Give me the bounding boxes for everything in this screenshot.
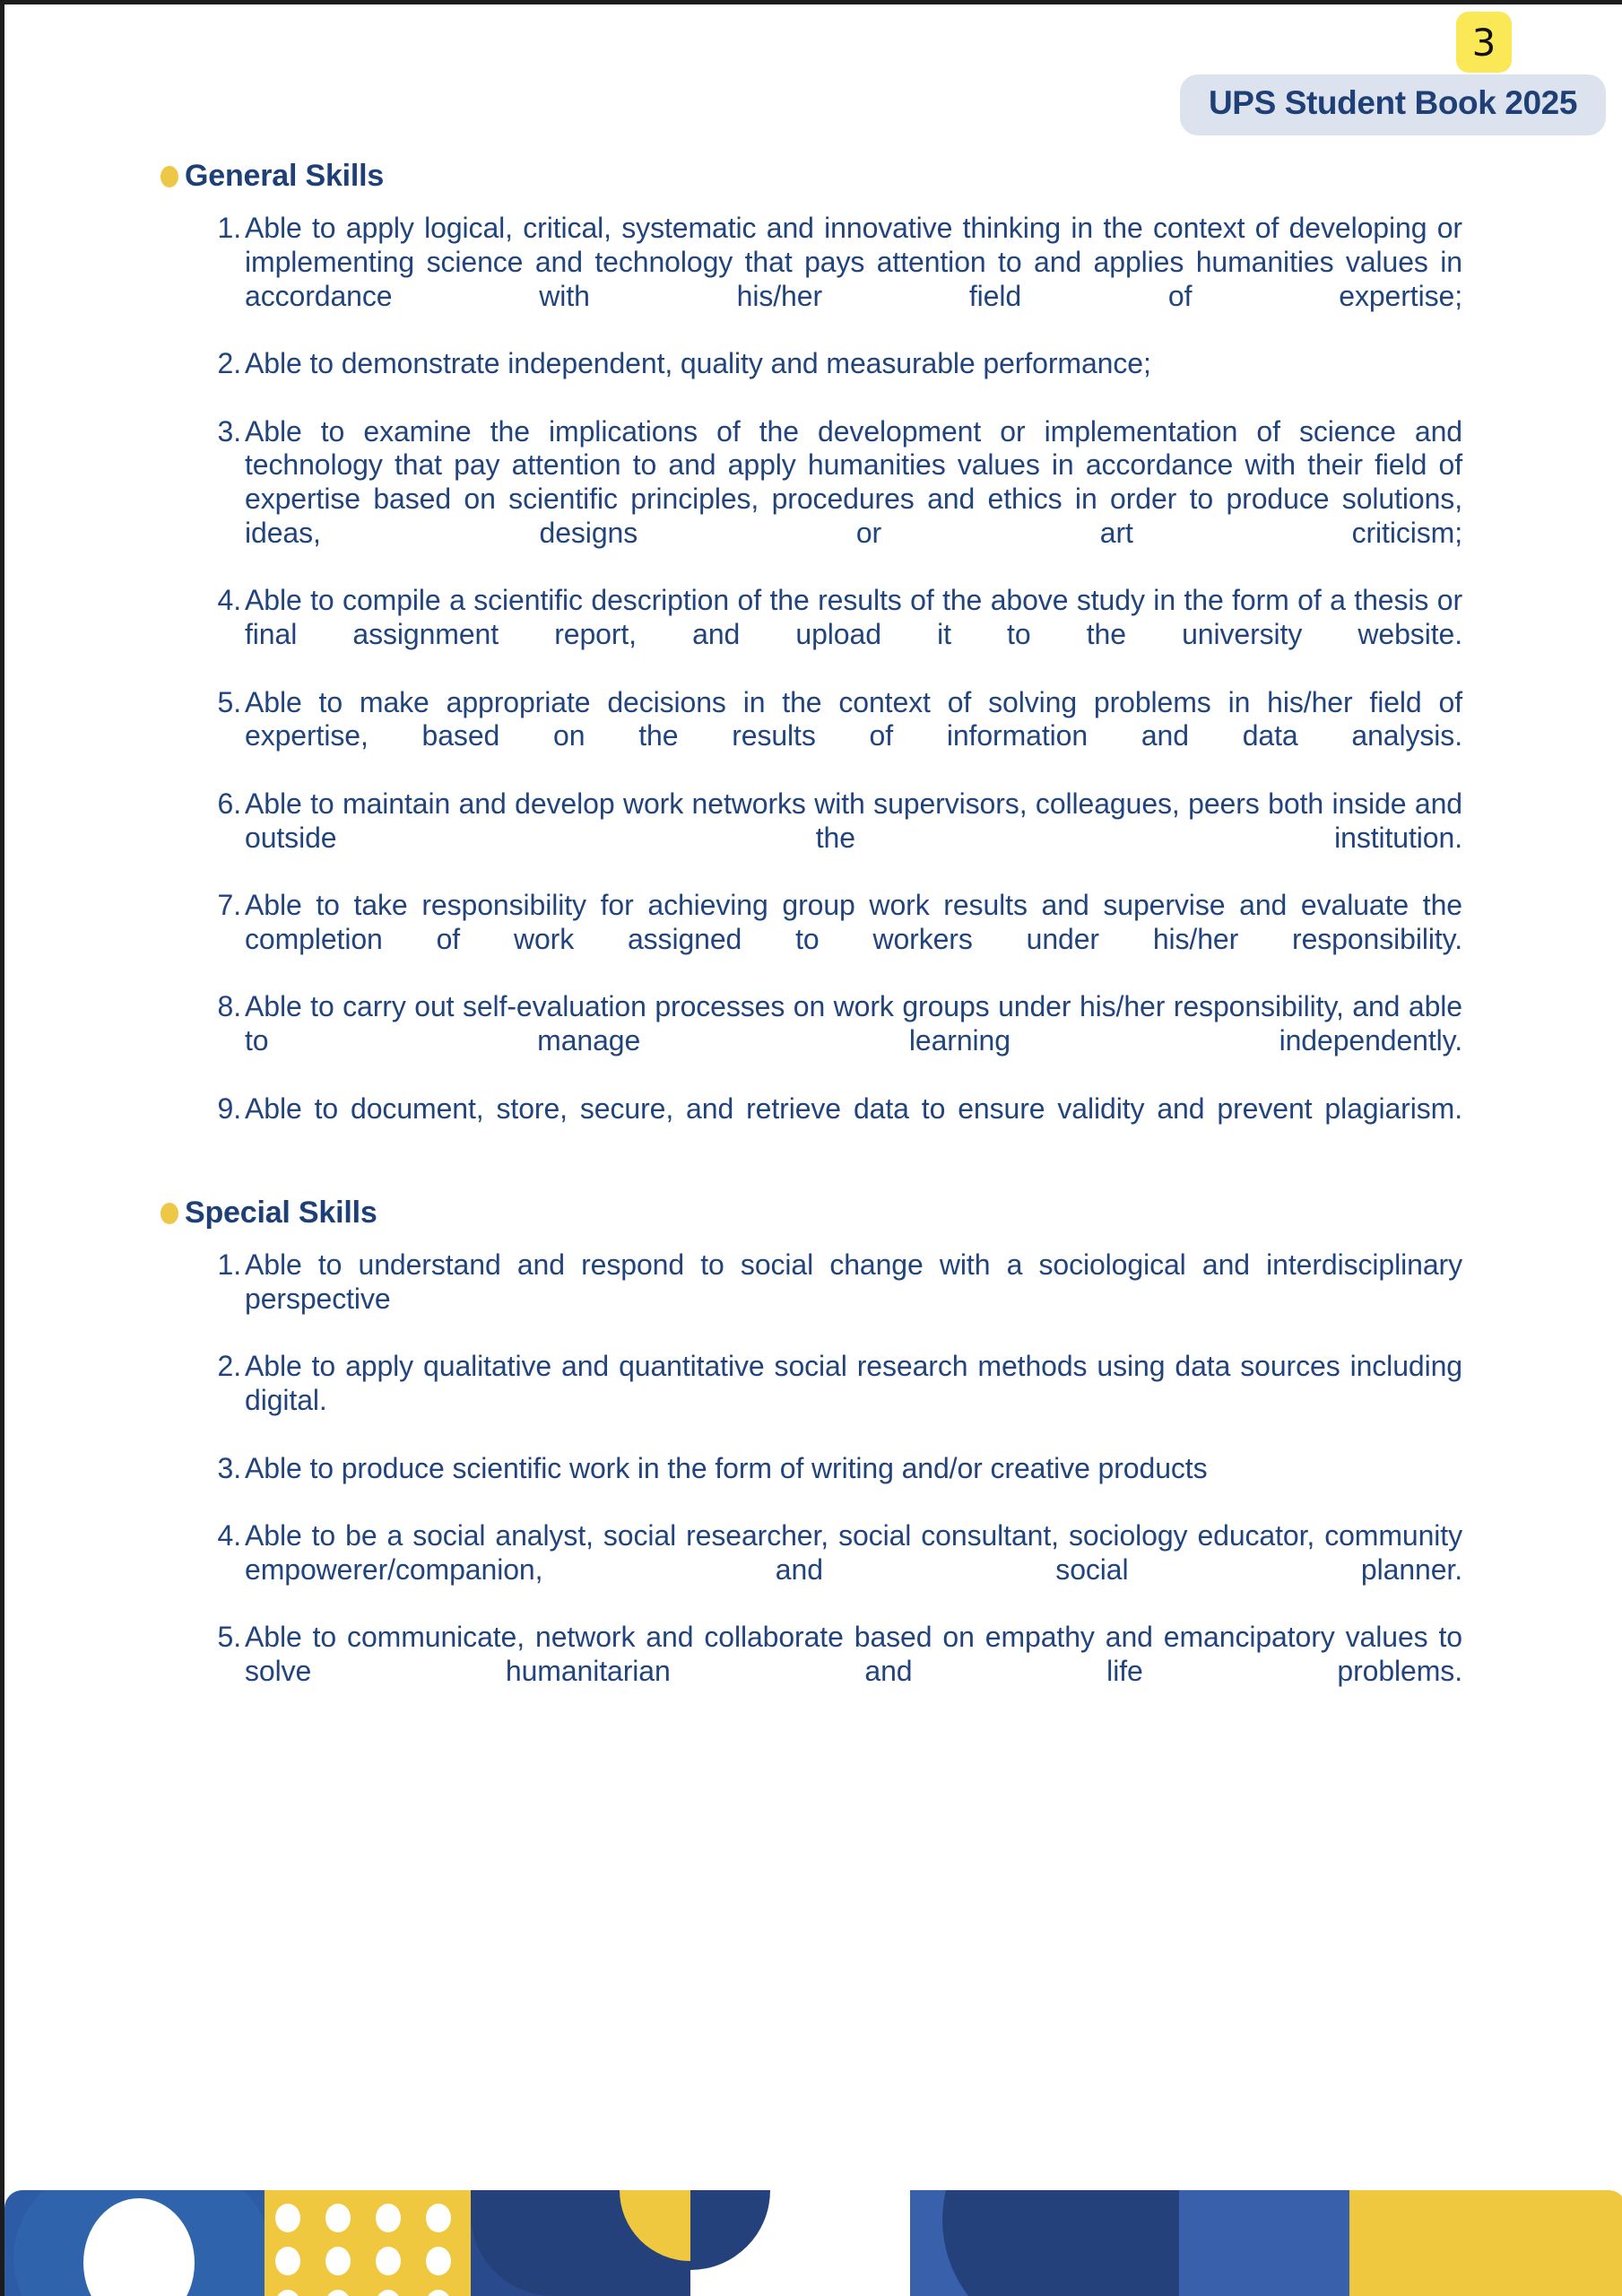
section-title: Special Skills [185,1196,377,1230]
page-header [1068,4,1606,148]
skill-item [180,787,1462,889]
skill-item-number: 5. [217,1621,241,1654]
skill-item-number: 1. [217,212,241,244]
section-heading [180,159,1462,194]
skill-item-text: Able to understand and respond to social change with a sociological and interdisciplinary perspective [245,1248,1462,1315]
skill-item-text: Able to demonstrate independent, quality and measurable performance; [245,347,1151,379]
skill-item-text: Able to apply logical, critical, systematic and innovative thinking in the context of developing or implementing science and technology that pays attention to and applies humanities values in accordance with his/her field of expertise; [245,212,1462,312]
skills-list [180,1248,1462,1723]
footer-yellow-block [1349,2190,1622,2296]
skill-item-number: 2. [217,347,241,379]
skill-item-number: 9. [217,1091,241,1125]
skill-item-text: Able to examine the implications of the development or implementation of science and technology that pay attention to and apply humanities values in accordance with their field of expertise based on scientific principles, procedures and ethics in order to produce solutions, ideas, designs or art criticism; [245,414,1462,549]
footer-decoration [4,2178,1622,2296]
skill-item-number: 3. [217,414,241,448]
skills-section [180,159,1462,1160]
skill-item-text: Able to take responsibility for achieving group work results and supervise and evaluate the completion of work assigned to workers under his/her responsibility. [245,889,1462,955]
skill-item-number: 4. [217,584,241,617]
skill-item-text: Able to carry out self-evaluation processes on work groups under his/her responsibility, and able to manage learning independently. [245,990,1462,1057]
section-heading [180,1196,1462,1231]
skill-item-text: Able to maintain and develop work networks with supervisors, colleagues, peers both inside and outside the institution. [245,787,1462,854]
skill-item-text: Able to communicate, network and collaborate based on empathy and emancipatory values to solve humanitarian and life problems. [245,1621,1462,1687]
skill-item-text: Able to document, store, secure, and retrieve data to ensure validity and prevent plagiarism. [245,1091,1462,1125]
skill-item [180,584,1462,685]
skill-item [180,1248,1462,1350]
footer-blue-block [1179,2190,1349,2296]
bullet-dot-icon [160,166,178,187]
skill-item [180,1452,1462,1520]
book-title-badge: UPS Student Book 2025 [1180,74,1606,135]
footer-dots-motif [265,2190,471,2296]
footer-pattern-svg [4,2178,1622,2296]
skill-item-number: 6. [217,787,241,820]
footer-halfdisc-motif [690,2190,910,2296]
skill-item [180,686,1462,787]
skill-item [180,212,1462,347]
skill-item [180,347,1462,415]
skill-item-number: 1. [217,1248,241,1281]
footer-circle-motif [4,2178,273,2296]
skills-section [180,1196,1462,1723]
footer-navy-curve-motif [910,2190,1179,2296]
section-title: General Skills [185,159,385,193]
skill-item-number: 5. [217,685,241,718]
skill-item-number: 4. [217,1519,241,1552]
skill-item-number: 8. [217,990,241,1023]
skill-item-text: Able to compile a scientific description of the results of the above study in the form of a thesis or final assignment report, and upload it to the university website. [245,584,1462,650]
skill-item-text: Able to be a social analyst, social researcher, social consultant, sociology educator, community empowerer/companion, and social planner. [245,1519,1462,1586]
skill-item-text: Able to apply qualitative and quantitative social research methods using data sources including digital. [245,1350,1462,1416]
page-content [180,159,1462,1723]
footer-arc-yellow-motif [471,2190,690,2296]
skill-item-text: Able to make appropriate decisions in the context of solving problems in his/her field of expertise, based on the results of information and data analysis. [245,685,1462,752]
skill-item-number: 3. [217,1451,241,1484]
skill-item-number: 7. [217,889,241,921]
skill-item [180,1350,1462,1451]
skill-item [180,415,1462,585]
skill-item [180,1519,1462,1621]
skill-item [180,990,1462,1091]
skill-item [180,889,1462,990]
skill-item-number: 2. [217,1350,241,1383]
page-number-badge: 3 [1456,12,1512,73]
skill-item-text: Able to produce scientific work in the form of writing and/or creative products [245,1451,1208,1484]
skill-item [180,1621,1462,1722]
skill-item [180,1092,1462,1161]
bullet-dot-icon [160,1203,178,1224]
skills-list [180,212,1462,1160]
